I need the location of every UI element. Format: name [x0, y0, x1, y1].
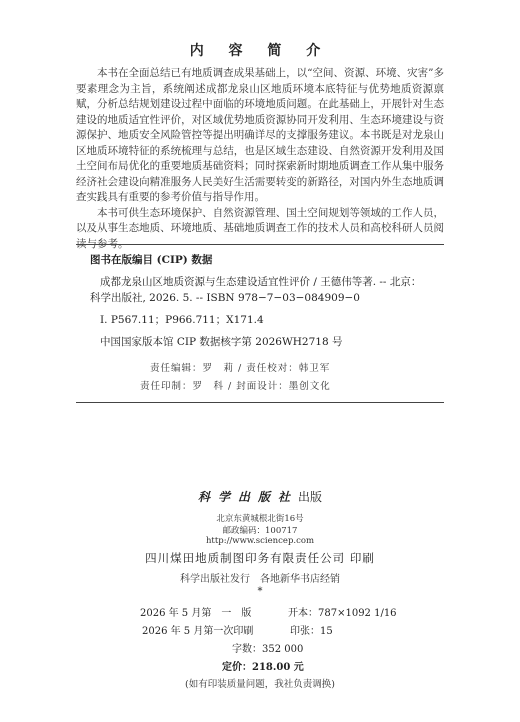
cip-line-record-number: 中国国家版本馆 CIP 数据核字第 2026WH2718 号 — [100, 336, 343, 348]
edition-date: 2026 年 5 月第 一 版 — [140, 608, 252, 619]
cip-block — [90, 252, 440, 350]
publisher-website: http://www.sciencep.com — [205, 536, 315, 546]
credits-production: 责任印制：罗 科 / 封面设计：墨创文化 — [140, 381, 331, 392]
summary-paragraph-2: 本书可供生态环境保护、自然资源管理、国土空间规划等领域的工作人员，以及从事生态地质、环境地质、基础地质调查工作的技术人员和高校科研人员阅读与参考。 — [76, 206, 444, 250]
summary-paragraph-1: 本书在全面总结已有地质调查成果基础上，以“空间、资源、环境、灾害”多要素理念为主旨，系统阐述成都龙泉山区地质环境本底特征与优势地质资源禀赋，分析总结规划建设过程中面临的环境地质问题。在此基础上，开展针对生态建设的地质适宜性评价，对区域优势地质资源协同开发利用、生态环境建设与资源保护、地质安全风险管控等提出明确详尽的支撑服务建议。本书既是对龙泉山区地质环境特征的系统梳理与总结，也是区域生态建设、自然资源开发利用及国土空间布局优化的重要地质基础资料；同时探索新时期地质调查工作从集中服务经济社会建设向精准服务人民美好生活需要转变的新路径，对国内外生态地质调查实践具有重要的参考价值与指导作用。 — [76, 67, 444, 203]
distribution-line: 科学出版社发行 各地新华书店经销 — [180, 574, 340, 585]
divider-bottom — [76, 402, 444, 403]
credits-editors: 责任编辑：罗 莉 / 责任校对：韩卫军 — [150, 363, 331, 374]
print-date: 2026 年 5 月第一次印刷 — [142, 626, 254, 637]
cip-title: 图书在版编目 (CIP) 数据 — [90, 254, 213, 266]
printer-line: 四川煤田地质制图印务有限责任公司 印刷 — [145, 551, 375, 565]
publisher-line — [0, 488, 520, 505]
cip-line-classification: Ⅰ. P567.11；P966.711；X171.4 — [100, 314, 264, 326]
separator-star: * — [257, 586, 263, 597]
quality-note: (如有印装质量问题，我社负责调换) — [185, 679, 335, 690]
word-count: 字数：352 000 — [232, 644, 304, 655]
page-title: 内 容 简 介 — [189, 43, 331, 59]
publisher-logo: 科学出版社 — [197, 490, 298, 504]
summary-text — [76, 66, 444, 252]
divider-top — [76, 244, 444, 245]
publisher-postcode: 邮政编码：100717 — [222, 526, 298, 536]
publisher-suffix: 出版 — [298, 490, 323, 504]
format-size: 开本：787×1092 1/16 — [288, 608, 397, 619]
cip-line-title-author: 成都龙泉山区地质资源与生态建设适宜性评价 / 王德伟等著. -- 北京： — [100, 276, 422, 288]
print-sheets: 印张：15 — [290, 626, 333, 637]
cip-line-isbn: 科学出版社, 2026. 5. -- ISBN 978−7−03−084909−0 — [90, 292, 360, 304]
publisher-address: 北京东黄城根北街16号 — [216, 514, 304, 524]
price: 定价：218.00 元 — [222, 662, 304, 673]
